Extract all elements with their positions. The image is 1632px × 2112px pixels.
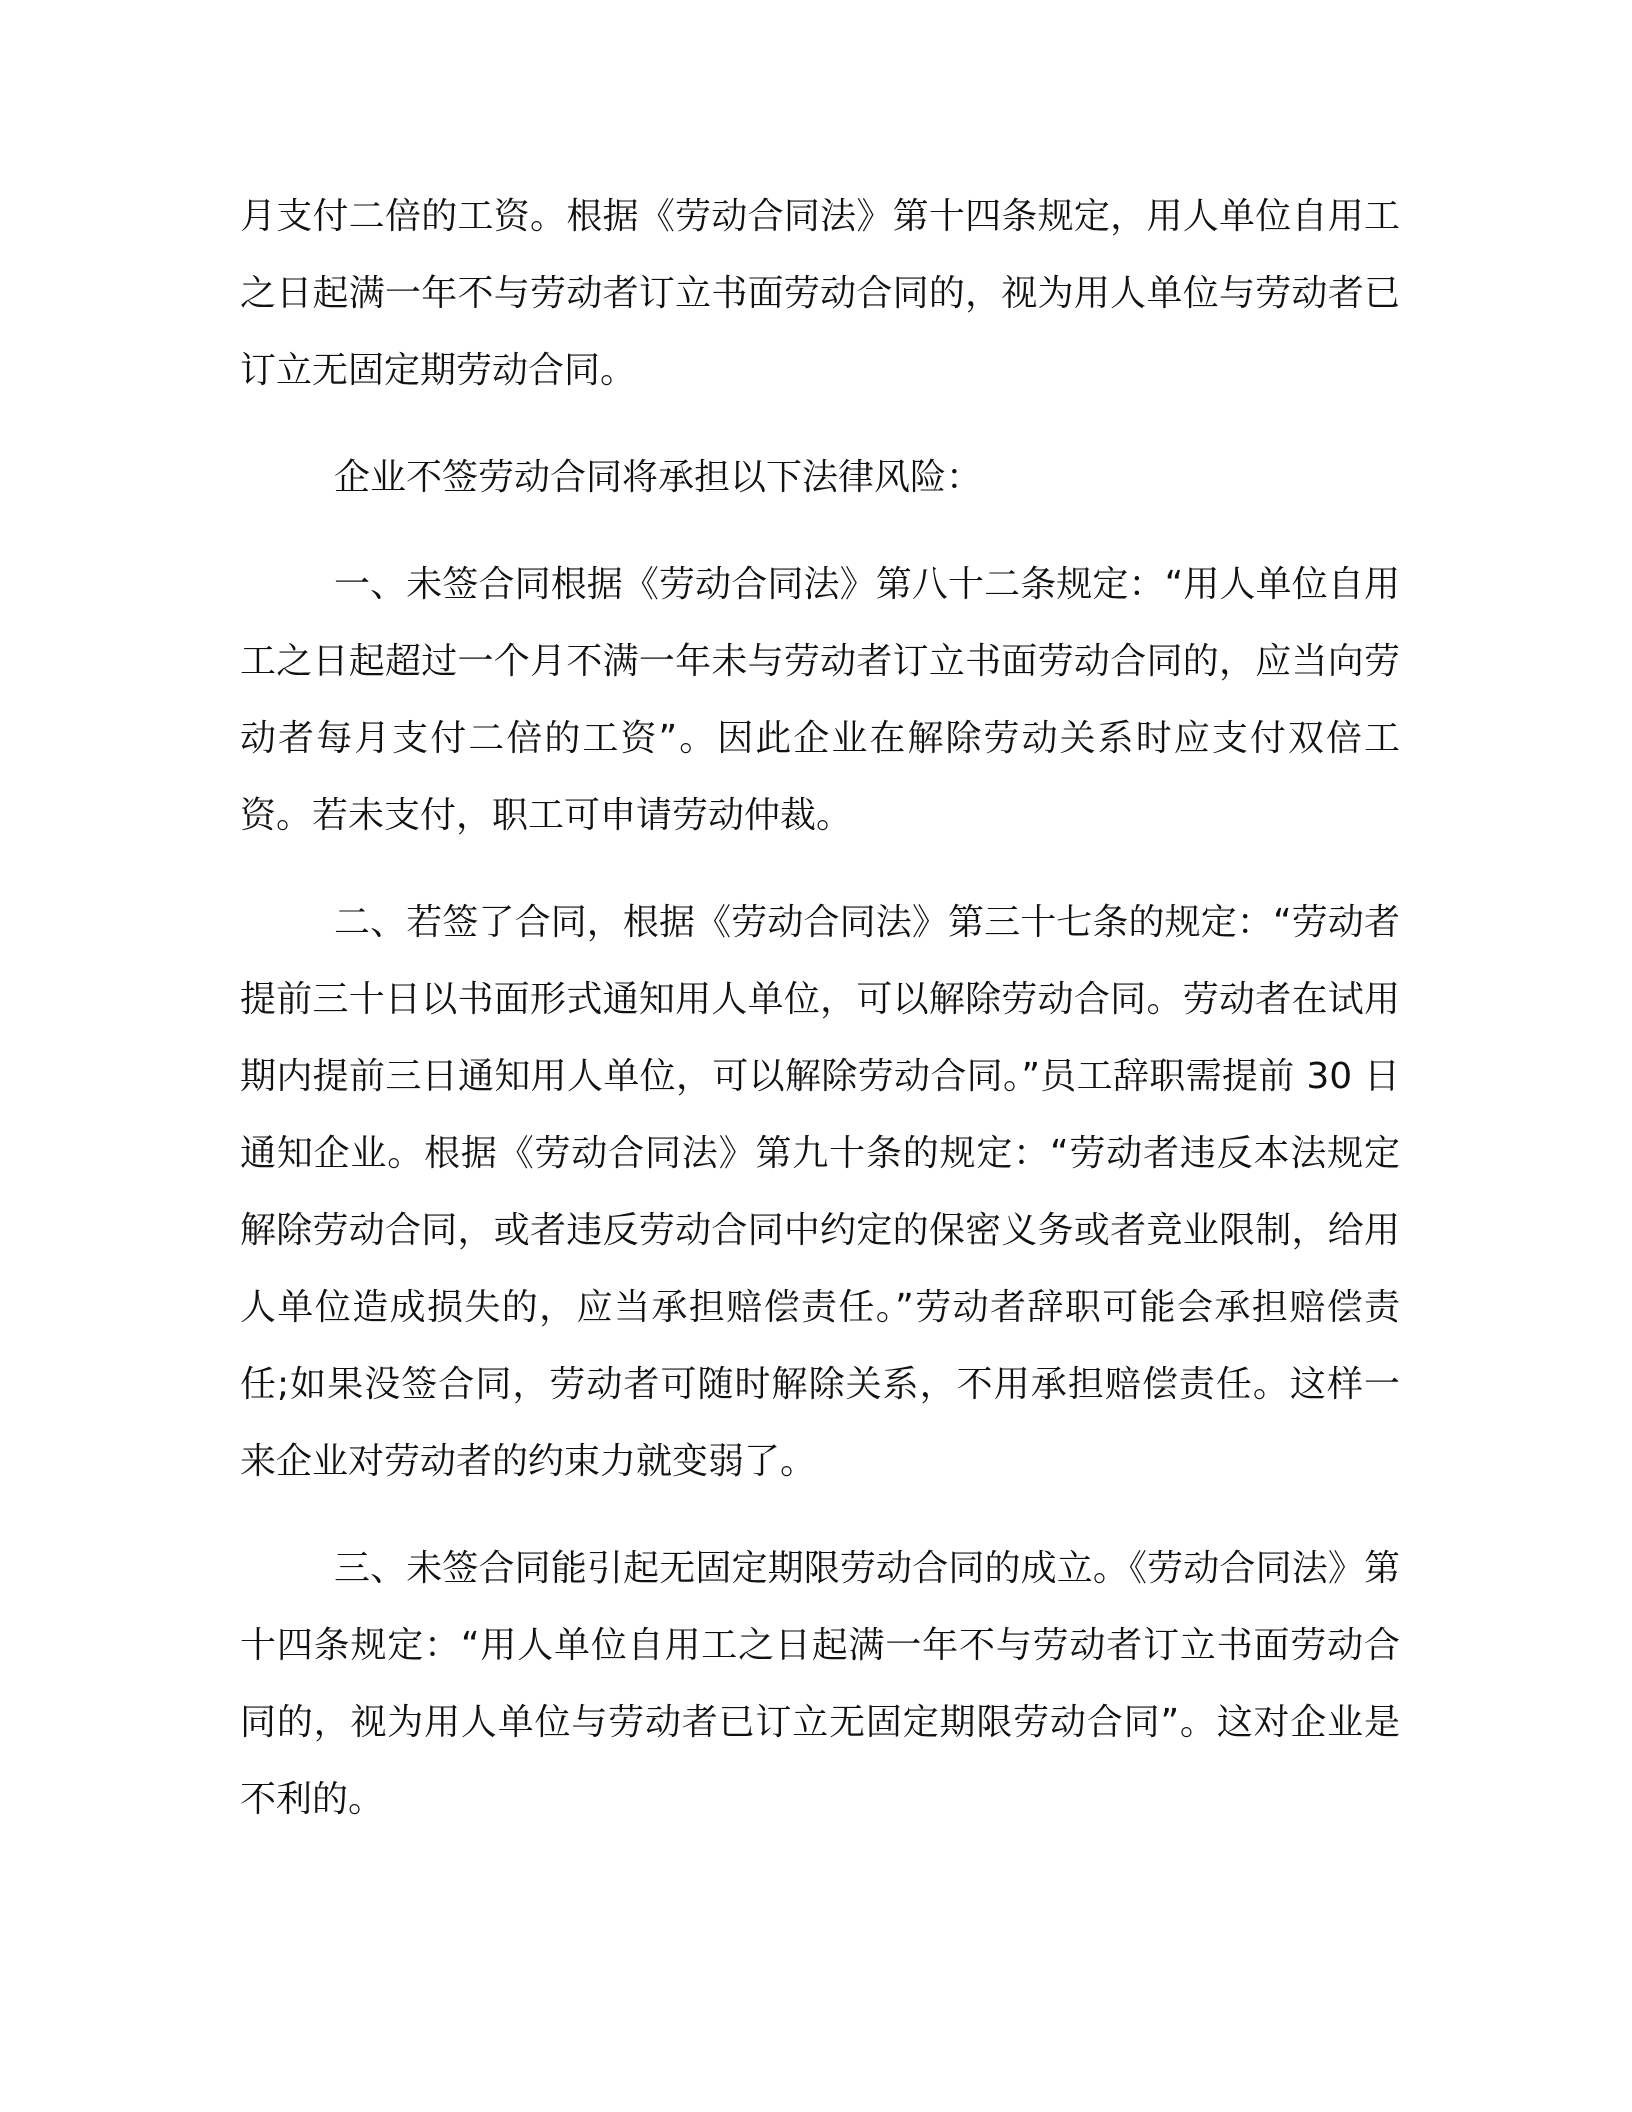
paragraph-risk-intro: 企业不签劳动合同将承担以下法律风险： — [334, 457, 983, 498]
document-body — [240, 178, 1400, 1838]
paragraph-continuation: 月支付二倍的工资。根据《劳动合同法》第十四条规定，用人单位自用工之日起满一年不与劳动者订立书面劳动合同的，视为用人单位与劳动者已订立无固定期劳动合同。 — [240, 196, 1400, 391]
paragraph-risk-one: 一、未签合同根据《劳动合同法》第八十二条规定：“用人单位自用工之日起超过一个月不满一年未与劳动者订立书面劳动合同的，应当向劳动者每月支付二倍的工资”。因此企业在解除劳动关系时应支付双倍工资。若未支付，职工可申请劳动仲裁。 — [240, 564, 1400, 836]
paragraph-risk-two: 二、若签了合同，根据《劳动合同法》第三十七条的规定：“劳动者提前三十日以书面形式通知用人单位，可以解除劳动合同。劳动者在试用期内提前三日通知用人单位，可以解除劳动合同。”员工辞职需提前 30 日通知企业。根据《劳动合同法》第九十条的规定：“劳动者违反本法规定解除劳动合同，或者违反劳动合同中约定的保密义务或者竞业限制，给用人单位造成损失的，应当承担赔偿责任。”劳动者辞职可能会承担赔偿责任;如果没签合同，劳动者可随时解除关系，不用承担赔偿责任。这样一来企业对劳动者的约束力就变弱了。 — [240, 902, 1400, 1482]
paragraph-risk-three: 三、未签合同能引起无固定期限劳动合同的成立。《劳动合同法》第十四条规定：“用人单位自用工之日起满一年不与劳动者订立书面劳动合同的，视为用人单位与劳动者已订立无固定期限劳动合同”。这对企业是不利的。 — [240, 1548, 1400, 1820]
